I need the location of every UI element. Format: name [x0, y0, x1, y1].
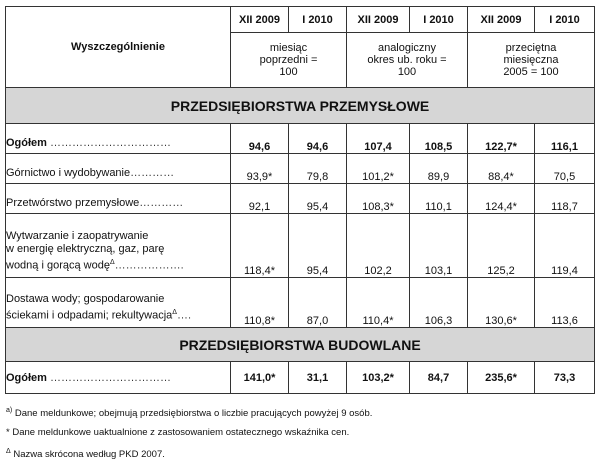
table-row: [6, 124, 595, 154]
footnote: $^\Delta$ Nazwa skrócona według PKD 2007.: [6, 448, 165, 461]
value-cell: 103,1: [410, 214, 468, 278]
value-cell: 95,4: [289, 214, 347, 278]
footnote: $^{a)}$ Dane meldunkowe; obejmują przedsiębiorstwa o liczbie pracujących powyżej 9 osób.: [6, 407, 373, 420]
value-cell: 31,1: [289, 362, 347, 394]
row-label: Ogółem ……………………………: [6, 124, 231, 154]
value-cell: 113,6: [535, 278, 595, 328]
value-cell: 94,6: [289, 124, 347, 154]
value-cell: 103,2*: [347, 362, 410, 394]
value-cell: 95,4: [289, 184, 347, 214]
section-title: PRZEDSIĘBIORSTWA BUDOWLANE: [6, 328, 595, 362]
value-cell: 141,0*: [231, 362, 289, 394]
value-cell: 93,9*: [231, 154, 289, 184]
value-cell: 102,2: [347, 214, 410, 278]
period-header: I 2010: [410, 7, 468, 33]
value-cell: 130,6*: [468, 278, 535, 328]
value-cell: 125,2: [468, 214, 535, 278]
column-header-label: Wyszczególnienie: [6, 7, 231, 88]
section-header: [6, 88, 595, 124]
period-header: XII 2009: [468, 7, 535, 33]
value-cell: 89,9: [410, 154, 468, 184]
table-row: [6, 154, 595, 184]
value-cell: 116,1: [535, 124, 595, 154]
value-cell: 110,1: [410, 184, 468, 214]
value-cell: 235,6*: [468, 362, 535, 394]
value-cell: 108,3*: [347, 184, 410, 214]
value-cell: 70,5: [535, 154, 595, 184]
footnote: * Dane meldunkowe uaktualnione z zastosowaniem ostatecznego wskaźnika cen.: [6, 427, 350, 439]
row-label: Ogółem ……………………………: [6, 362, 231, 394]
period-header: XII 2009: [231, 7, 289, 33]
value-cell: 84,7: [410, 362, 468, 394]
period-header: XII 2009: [347, 7, 410, 33]
period-header: I 2010: [289, 7, 347, 33]
table-row: [6, 214, 595, 278]
value-cell: 119,4: [535, 214, 595, 278]
row-label: Górnictwo i wydobywanie…………: [6, 154, 231, 184]
section-header: [6, 328, 595, 362]
value-cell: 122,7*: [468, 124, 535, 154]
value-cell: 110,8*: [231, 278, 289, 328]
row-label: Dostawa wody; gospodarowanie ściekami i odpadami; rekultywacja$^\Delta$….: [6, 278, 231, 328]
section-title: PRZEDSIĘBIORSTWA PRZEMYSŁOWE: [6, 88, 595, 124]
value-cell: 124,4*: [468, 184, 535, 214]
base-header: przeciętna miesięczna 2005 = 100: [468, 33, 595, 88]
value-cell: 73,3: [535, 362, 595, 394]
value-cell: 88,4*: [468, 154, 535, 184]
table-row: [6, 184, 595, 214]
value-cell: 87,0: [289, 278, 347, 328]
value-cell: 107,4: [347, 124, 410, 154]
wages-index-table: [5, 6, 595, 394]
row-label: Wytwarzanie i zaopatrywanie w energię elektryczną, gaz, parę wodną i gorącą wodę$^\Delta$……………….: [6, 214, 231, 278]
table-row: [6, 362, 595, 394]
value-cell: 118,4*: [231, 214, 289, 278]
value-cell: 94,6: [231, 124, 289, 154]
value-cell: 106,3: [410, 278, 468, 328]
table-row: [6, 278, 595, 328]
value-cell: 92,1: [231, 184, 289, 214]
value-cell: 108,5: [410, 124, 468, 154]
header-row-periods: [6, 7, 595, 33]
row-label: Przetwórstwo przemysłowe…………: [6, 184, 231, 214]
base-header: analogiczny okres ub. roku = 100: [347, 33, 468, 88]
period-header: I 2010: [535, 7, 595, 33]
value-cell: 79,8: [289, 154, 347, 184]
value-cell: 118,7: [535, 184, 595, 214]
value-cell: 101,2*: [347, 154, 410, 184]
footnotes: [6, 401, 372, 464]
value-cell: 110,4*: [347, 278, 410, 328]
base-header: miesiąc poprzedni = 100: [231, 33, 347, 88]
